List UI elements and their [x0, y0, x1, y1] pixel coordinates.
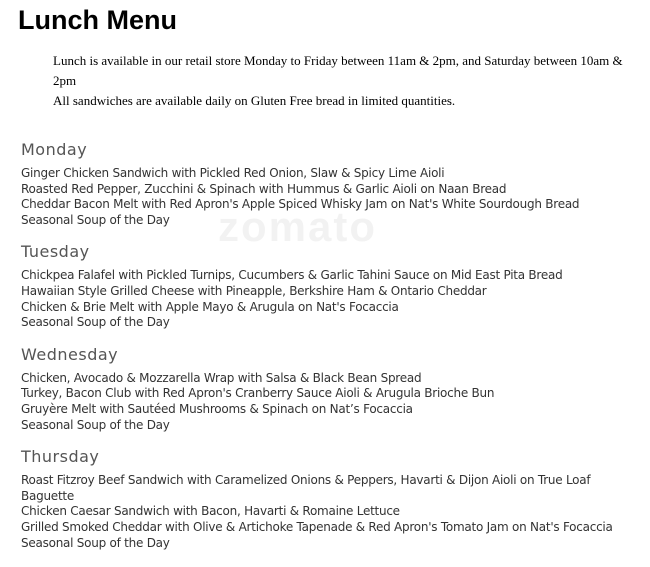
day-heading-monday: Monday [21, 140, 88, 159]
intro-text [53, 51, 628, 111]
gluten-free-note: All sandwiches are available daily on Gluten Free bread in limited quantities. [53, 93, 456, 108]
menu-item: Ginger Chicken Sandwich with Pickled Red Onion, Slaw & Spicy Lime Aioli [21, 166, 445, 180]
menu-item: Cheddar Bacon Melt with Red Apron's Apple Spiced Whisky Jam on Nat's White Sourdough Bread [21, 197, 580, 212]
tuesday-items [21, 268, 646, 330]
menu-item: Chicken, Avocado & Mozzarella Wrap with Salsa & Black Bean Spread [21, 370, 422, 385]
menu-item: Hawaiian Style Grilled Cheese with Pineapple, Berkshire Ham & Ontario Cheddar [21, 283, 487, 298]
availability-note: Lunch is available in our retail store Monday to Friday between 11am & 2pm, and Saturday between 10am & 2pm [53, 53, 623, 88]
day-heading-wednesday: Wednesday [21, 344, 119, 364]
menu-item: Roast Fitzroy Beef Sandwich with Caramelized Onions & Peppers, Havarti & Dijon Aioli on True Loaf Baguette [21, 473, 591, 503]
menu-item: Chickpea Falafel with Pickled Turnips, Cucumbers & Garlic Tahini Sauce on Mid East Pita Bread [21, 268, 563, 283]
menu-item: Seasonal Soup of the Day [21, 212, 170, 227]
menu-item: Chicken Caesar Sandwich with Bacon, Havarti & Romaine Lettuce [21, 504, 400, 519]
wednesday-items [21, 371, 646, 433]
menu-item: Seasonal Soup of the Day [21, 315, 170, 330]
menu-list [21, 138, 646, 563]
menu-item: Seasonal Soup of the Day [21, 417, 170, 432]
menu-item: Roasted Red Pepper, Zucchini & Spinach with Hummus & Garlic Aioli on Naan Bread [21, 181, 507, 196]
menu-item: Chicken & Brie Melt with Apple Mayo & Arugula on Nat's Focaccia [21, 299, 399, 314]
thursday-items [21, 473, 646, 551]
day-section-wednesday [21, 343, 646, 433]
menu-item: Grilled Smoked Cheddar with Olive & Artichoke Tapenade & Red Apron's Tomato Jam on Nat's Focaccia [21, 519, 613, 534]
menu-item: Seasonal Soup of the Day [21, 535, 170, 550]
day-heading-thursday: Thursday [21, 447, 100, 467]
day-section-thursday [21, 445, 646, 551]
day-section-monday [21, 138, 646, 228]
zomato-watermark: zomato [218, 203, 377, 250]
monday-items [21, 166, 646, 228]
day-section-tuesday [21, 240, 646, 330]
menu-item: Turkey, Bacon Club with Red Apron's Cranberry Sauce Aioli & Arugula Brioche Bun [21, 386, 495, 401]
menu-item: Gruyère Melt with Sautéed Mushrooms & Spinach on Nat’s Focaccia [21, 401, 413, 416]
page-title: Lunch Menu [18, 5, 177, 35]
day-heading-tuesday: Tuesday [21, 242, 90, 262]
